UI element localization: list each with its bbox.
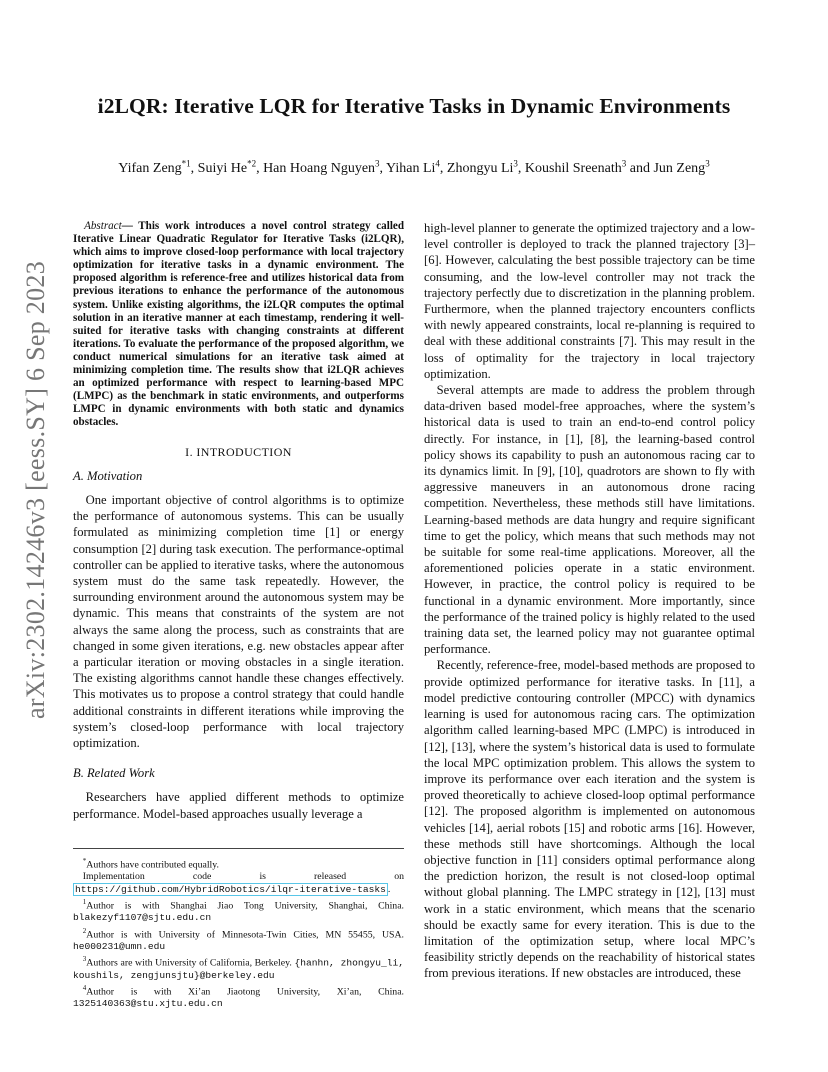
author-list [70,158,758,177]
paragraph-related-work: Researchers have applied different methods to optimize performance. Model-based approaches usually leverage a [73,790,404,821]
footnote-affiliation-1: $^1$Author is with Shanghai Jiao Tong University, Shanghai, China. blakezyf1107@sjtu.edu.cn [73,897,404,924]
author: Koushil Sreenath$^3$ and [524,158,654,176]
subsection-title-motivation: A. Motivation [73,468,143,483]
footnote-code: Implementation code is released on https://github.com/HybridRobotics/ilqr-iterative-tasks . [75,871,404,895]
arxiv-identifier [4,261,68,719]
paragraph-reference-free: Recently, reference-free, model-based methods are proposed to provide optimized performance for iterative tasks. In [11], a model predictive contouring controller (MPCC) with dynamics learning is used for autonomous racing cars. The optimization algorithm called learning-based MPC (LMPC) is introduced in [12], [13], where the system’s historical data is used to formulate the local MPC optimization problem. This allows the system to improve its performance over each iteration and the system is proved theoretically to achieve closed-loop optimal performance [12]. The proposed algorithm is implemented on autonomous vehicles [14], aerial robots [15] and robotic arms [16]. However, these methods still have shortcomings. Although the local objective function in [11] considers optimal performance along the prediction horizon, the result is not closed-loop optimal without global planning. The LMPC strategy in [12], [13] must work in a static environment, which means that the scenario should be exactly same for every iteration. This is due to the limitation of the optimization setup, where local MPC’s feasibility strictly depends on the reachability of historical states from previous iterations. If new obstacles are introduced, these [424,658,755,981]
code-link[interactable]: https://github.com/HybridRobotics/ilqr-iterative-tasks [75,883,386,895]
footnote-contribution: *Authors have contributed equally. [82,857,219,871]
left-column [73,220,404,822]
author: Jun Zeng$^3$ [653,158,710,176]
footnotes [73,848,404,1011]
footnote-affiliation-2: $^2$Author is with University of Minnesota-Twin Cities, MN 55455, USA. he000231@umn.edu [73,926,404,953]
author: Han Hoang Nguyen$^3$, [263,158,387,176]
author: Yifan Zeng$^{*1}$, [118,158,198,176]
subsection-title-related-work: B. Related Work [73,766,155,781]
email: 1325140363@stu.xjtu.edu.cn [73,998,223,1010]
paragraph-planning: high-level planner to generate the optimized trajectory and a low-level controller is deployed to track the planned trajectory [3]–[6]. However, calculating the best possible trajectory can be time consuming, and the low-level controller may not track the trajectory perfectly due to discretization in the planning problem. Furthermore, when the planned trajectory encounters conflicts with newly appeared constraints, local re-planning is required to deal with these additional constraints [7]. This may result in the loss of optimality for the trajectory in local trajectory optimization. [424,221,755,381]
footnote-affiliation-4: $^4$Author is with Xi’an Jiaotong University, Xi’an, China. 1325140363@stu.xjtu.edu.cn [73,983,404,1010]
abstract-label: Abstract [84,220,122,232]
email: {hanhn, zhongyu_li, koushils, zengjunsjtu}@berkeley.edu [73,957,404,981]
footnote-affiliation-3: $^3$Authors are with University of California, Berkeley. {hanhn, zhongyu_li, koushils, zengjunsjtu}@berkeley.edu [73,955,404,981]
author: Yihan Li$^4$, [386,158,447,176]
abstract [73,220,404,430]
abstract-text: — This work introduces a novel control strategy called Iterative Linear Quadratic Regulator for Iterative Tasks (i2LQR), which aims to improve closed-loop performance with local trajectory optimization for iterative tasks in a dynamic environment. The proposed algorithm is reference-free and utilizes historical data from previous iterations to enhance the performance of the autonomous system. Unlike existing algorithms, the i2LQR computes the optimal solution in an iterative manner at each timestamp, rendering it well-suited for iterative tasks with changing constraints at different iterations. To evaluate the performance of the proposed algorithm, we conduct numerical simulations for an iterative task aimed at minimizing completion time. The results show that i2LQR achieves an optimized performance with respect to learning-based MPC (LMPC) as the benchmark in static environments, and outperforms LMPC in dynamic environments with both static and dynamics obstacles. [73,220,404,429]
author: Suiyi He$^{*2}$, [197,158,264,176]
email: blakezyf1107@sjtu.edu.cn [73,912,212,924]
paper-title: i2LQR: Iterative LQR for Iterative Tasks in Dynamic Environments [97,94,731,118]
email: he000231@umn.edu [73,941,166,953]
right-column [424,220,755,982]
arxiv-id-text: arXiv:2302.14246v3 [eess.SY] 6 Sep 2023 [21,261,50,719]
paragraph-data-driven: Several attempts are made to address the problem through data-driven based model-free approaches, where the system’s historical data is used to train an end-to-end control policy directly. For instance, in [1], [8], the learning-based control policy shows its capability to push an autonomous racing car to its dynamics limit. In [9], [10], quadrotors are shown to fly with aggressive maneuvers in an autonomous drone racing competition. Nevertheless, these methods still have limitations. Learning-based methods are data hungry and require significant time to get the policy, which means that such methods may not be suitable for some real-time applications. Moreover, all the aforementioned policies operate in a static environment. However, in practice, the control policy is required to be functional in a dynamic environment. More importantly, since the performance of the trained policy is highly related to the used training data set, the learned policy may not guarantee optimal performance. [424,383,755,657]
section-title-introduction: I. INTRODUCTION [185,444,292,459]
paragraph-motivation: One important objective of control algorithms is to optimize the performance of autonomous systems. This can be usually formulated as minimizing completion time [1] or energy consumption [2] during task execution. The performance-optimal controller can be applied to iterative tasks, where the autonomous system must do the same task repeatedly. However, the surrounding environment around the autonomous system may be dynamic. This means that constraints of the system are not always the same along the process, such as constraints that are changed in some given iterations, e.g. new obstacles appear after a particular iteration or moving obstacles in a single iteration. The existing algorithms cannot handle these changes effectively. This motivates us to propose a control strategy that could handle additional constraints in different iterations while improving the system’s closed-loop performance with local trajectory optimization. [73,492,404,750]
author: Zhongyu Li$^3$, [446,158,525,176]
